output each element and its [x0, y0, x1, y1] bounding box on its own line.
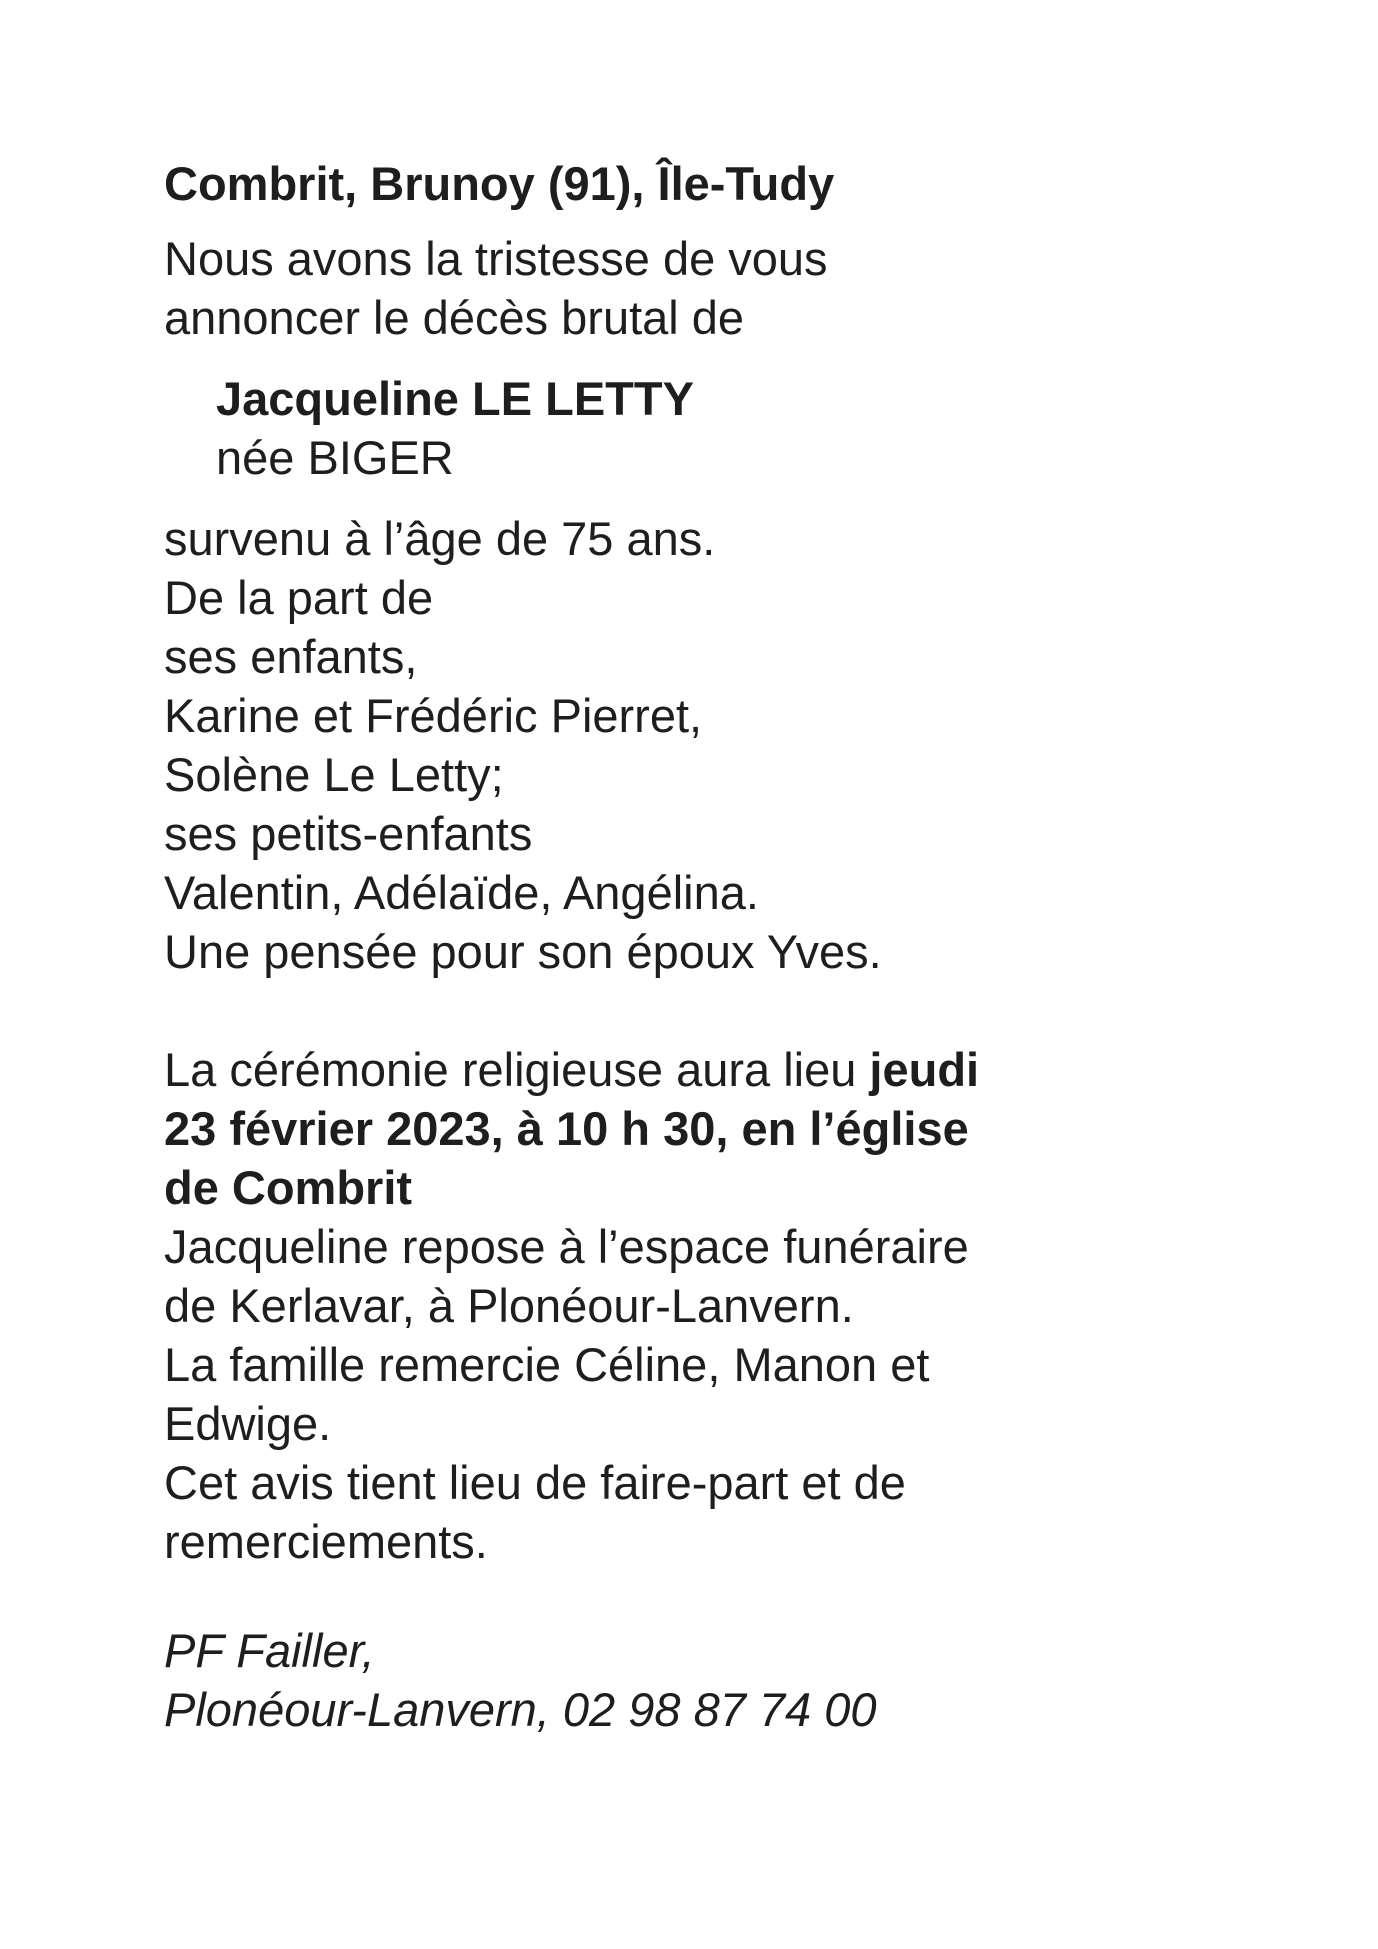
funeral-home-contact: Plonéour-Lanvern, 02 98 87 74 00	[164, 1683, 877, 1736]
family-line: Valentin, Adélaïde, Angélina.	[164, 866, 759, 919]
ceremony-date-part: 23 février 2023, à 10 h 30, en l’église	[164, 1102, 969, 1155]
family-line: Karine et Frédéric Pierret,	[164, 689, 703, 742]
ceremony-date-part: jeudi	[869, 1043, 980, 1096]
ceremony-intro: La cérémonie religieuse aura lieu	[164, 1043, 870, 1096]
birth-name: née BIGER	[216, 431, 454, 484]
family-text	[164, 509, 1164, 981]
details-line: Jacqueline repose à l’espace funéraire	[164, 1220, 969, 1273]
details-line: Edwige.	[164, 1397, 332, 1450]
funeral-home-name: PF Failler,	[164, 1624, 375, 1677]
family-line: Solène Le Letty;	[164, 748, 504, 801]
obituary-notice	[164, 154, 1164, 1739]
details-line: La famille remercie Céline, Manon et	[164, 1338, 930, 1391]
details-line: Cet avis tient lieu de faire-part et de	[164, 1456, 906, 1509]
intro-line: Nous avons la tristesse de vous	[164, 232, 828, 285]
deceased-block	[164, 369, 1164, 487]
family-line: Une pensée pour son époux Yves.	[164, 925, 882, 978]
intro-text	[164, 229, 1164, 347]
location-heading: Combrit, Brunoy (91), Île-Tudy	[164, 157, 835, 210]
ceremony-date-part: de Combrit	[164, 1161, 413, 1214]
details-line: de Kerlavar, à Plonéour-Lanvern.	[164, 1279, 854, 1332]
ceremony-text	[164, 1040, 1164, 1571]
family-line: survenu à l’âge de 75 ans.	[164, 512, 716, 565]
family-line: ses enfants,	[164, 630, 418, 683]
deceased-name: Jacqueline LE LETTY	[216, 372, 694, 425]
intro-line: annoncer le décès brutal de	[164, 291, 745, 344]
signature-block	[164, 1621, 1164, 1739]
ceremony-line	[164, 1040, 1164, 1099]
family-line: ses petits-enfants	[164, 807, 533, 860]
details-line: remerciements.	[164, 1515, 488, 1568]
family-line: De la part de	[164, 571, 434, 624]
